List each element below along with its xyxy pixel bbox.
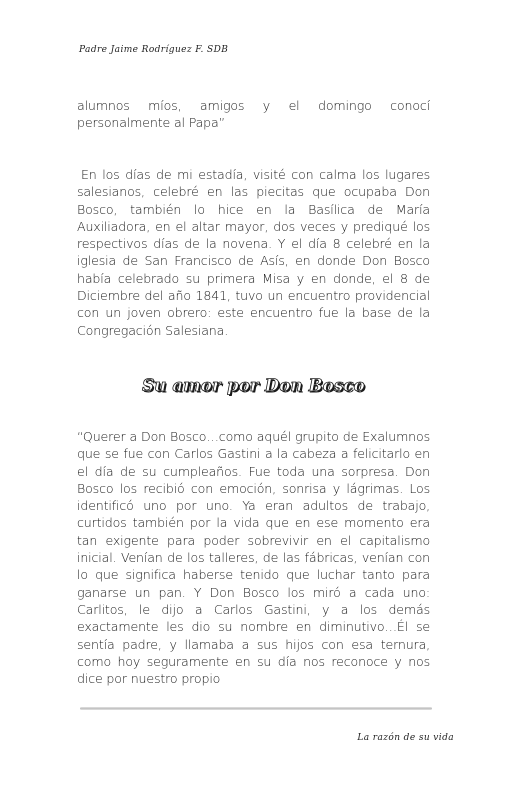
- running-header: Padre Jaime Rodríguez F. SDB: [79, 45, 229, 55]
- paragraph-visit: En los días de mi estadía, visité con calma los lugares salesianos, celebré en las piecitas que ocupaba Don Bosco, también lo hice en la Basílica de María Auxiliadora, en el altar mayor, dos veces y prediqué los respectivos días de la novena. Y el día 8 celebré en la iglesia de San Francisco de Asís, en donde Don Bosco había celebrado su primera Misa y en donde, el 8 de Diciembre del año 1841, tuvo un encuentro providencial con un joven obrero: este encuentro fue la base de la Congregación Salesiana.: [77, 167, 430, 338]
- running-footer: La razón de su vida: [357, 733, 454, 743]
- section-heading: Su amor por Don Bosco: [142, 376, 365, 395]
- footer-divider: [80, 707, 432, 710]
- paragraph-quote: “Querer a Don Bosco…como aquél grupito de Exalumnos que se fue con Carlos Gastini a la cabeza a felicitarlo en el día de su cumpleaños. Fue toda una sorpresa. Don Bosco los recibió con emoción, sonrisa y lágrimas. Los identificó uno por uno. Ya eran adultos de trabajo, curtidos también por la vida que en ese momento era tan exigente para poder sobrevivir en el capitalismo inicial. Venían de los talleres, de las fábricas, venían con lo que significa haberse tenido que luchar tanto para ganarse un pan. Y Don Bosco los miró a cada uno: Carlitos, le dijo a Carlos Gastini, y a los demás exactamente les dio su nombre en diminutivo…Él se sentía padre, y llamaba a sus hijos con esa ternura, como hoy seguramente en su día nos reconoce y nos dice por nuestro propio: [77, 429, 430, 687]
- paragraph-continuation: alumnos míos, amigos y el domingo conocí personalmente al Papa”: [77, 98, 430, 131]
